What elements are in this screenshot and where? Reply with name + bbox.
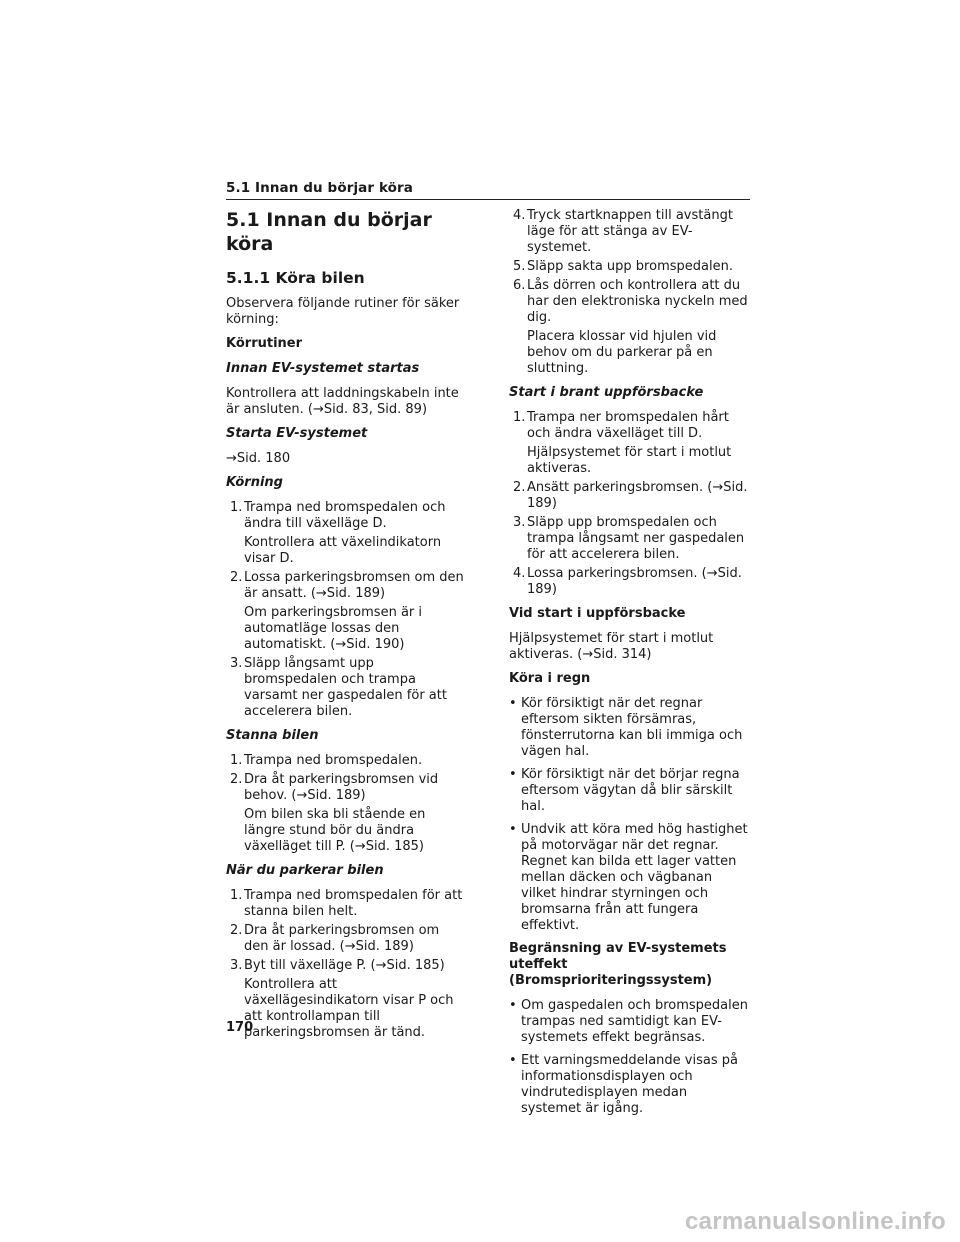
step-note: Kontrollera att växelindikatorn visar D. xyxy=(244,535,442,566)
driving-steps xyxy=(226,500,466,720)
bullet-icon: • xyxy=(509,1053,517,1068)
step-text: Släpp upp bromspedalen och trampa långsamt ner gaspedalen för att accelerera bilen. xyxy=(527,515,745,562)
step-number: 2. xyxy=(230,923,243,938)
list-item xyxy=(226,500,466,567)
list-item xyxy=(226,923,466,955)
page-number: 170 xyxy=(226,1020,254,1035)
step-text: Byt till växelläge P. (→Sid. 185) xyxy=(244,958,445,973)
start-ev-heading: Starta EV-systemet xyxy=(226,426,368,441)
step-text: Ansätt parkeringsbromsen. (→Sid. 189) xyxy=(527,480,748,511)
left-column xyxy=(226,208,466,1049)
step-text: Tryck startknappen till avstängt läge för att stänga av EV-systemet. xyxy=(527,208,733,255)
list-item xyxy=(226,772,466,855)
watermark: carmanualsonline.info xyxy=(684,1208,946,1235)
step-number: 3. xyxy=(513,515,526,530)
before-start-heading: Innan EV-systemet startas xyxy=(226,361,420,376)
bullet-text: Kör försiktigt när det börjar regna eftersom vägytan då blir särskilt hal. xyxy=(521,767,740,814)
step-text: Trampa ner bromspedalen hårt och ändra växelläget till D. xyxy=(527,410,729,441)
list-item xyxy=(509,259,749,275)
step-text: Lossa parkeringsbromsen. (→Sid. 189) xyxy=(527,566,742,597)
output-limit-heading: Begränsning av EV-systemets uteffekt (Bromsprioriteringssystem) xyxy=(509,941,727,988)
step-text: Dra åt parkeringsbromsen vid behov. (→Sid. 189) xyxy=(244,772,439,803)
list-item xyxy=(509,767,749,815)
stop-steps xyxy=(226,753,466,855)
step-number: 6. xyxy=(513,278,526,293)
list-item xyxy=(509,515,749,563)
list-item xyxy=(226,570,466,653)
bullet-text: Kör försiktigt när det regnar eftersom sikten försämras, fönsterrutorna kan bli immiga och vägen hal. xyxy=(521,696,743,759)
right-column xyxy=(509,208,749,1124)
step-text: Släpp långsamt upp bromspedalen och trampa varsamt ner gaspedalen för att accelerera bilen. xyxy=(244,656,447,719)
list-item xyxy=(509,410,749,477)
step-text: Släpp sakta upp bromspedalen. xyxy=(527,259,733,274)
step-number: 4. xyxy=(513,208,526,223)
step-number: 2. xyxy=(230,570,243,585)
list-item xyxy=(509,1053,749,1117)
step-note: Om bilen ska bli stående en längre stund bör du ändra växelläget till P. (→Sid. 185) xyxy=(244,807,426,854)
subsection-heading: 5.1.1 Köra bilen xyxy=(226,269,365,287)
list-item xyxy=(509,566,749,598)
hill-start-steps xyxy=(509,410,749,598)
list-item xyxy=(509,278,749,377)
driving-heading: Körning xyxy=(226,475,283,490)
list-item xyxy=(509,998,749,1046)
before-start-text: Kontrollera att laddningskabeln inte är ansluten. (→Sid. 83, Sid. 89) xyxy=(226,386,459,417)
list-item xyxy=(509,208,749,256)
step-note: Hjälpsystemet för start i motlut aktiveras. xyxy=(527,445,732,476)
bullet-text: Undvik att köra med hög hastighet på motorvägar när det regnar. Regnet kan bilda ett lager vatten mellan däcken och vägbanan vilket hindrar styrningen och bromsarna från att fungera effektivt. xyxy=(521,822,748,933)
uphill-start-text: Hjälpsystemet för start i motlut aktiveras. (→Sid. 314) xyxy=(509,631,714,662)
step-note: Placera klossar vid hjulen vid behov om du parkerar på en sluttning. xyxy=(527,329,717,376)
parking-steps-continued xyxy=(509,208,749,377)
stop-heading: Stanna bilen xyxy=(226,728,319,743)
step-number: 1. xyxy=(513,410,526,425)
header-divider xyxy=(226,199,750,200)
list-item xyxy=(509,822,749,934)
intro-paragraph: Observera följande rutiner för säker körning: xyxy=(226,296,460,327)
parking-steps xyxy=(226,888,466,1041)
running-header: 5.1 Innan du börjar köra xyxy=(226,180,414,196)
step-number: 2. xyxy=(230,772,243,787)
output-limit-bullets xyxy=(509,998,749,1117)
list-item xyxy=(509,696,749,760)
parking-heading: När du parkerar bilen xyxy=(226,863,384,878)
list-item xyxy=(226,656,466,720)
step-number: 3. xyxy=(230,656,243,671)
list-item xyxy=(226,753,466,769)
step-number: 1. xyxy=(230,888,243,903)
step-text: Trampa ned bromspedalen. xyxy=(244,753,423,768)
rain-bullets xyxy=(509,696,749,934)
step-number: 1. xyxy=(230,753,243,768)
step-number: 2. xyxy=(513,480,526,495)
bullet-icon: • xyxy=(509,822,517,837)
start-ev-link[interactable]: →Sid. 180 xyxy=(226,451,291,466)
bullet-icon: • xyxy=(509,767,517,782)
step-number: 4. xyxy=(513,566,526,581)
step-text: Lossa parkeringsbromsen om den är ansatt. (→Sid. 189) xyxy=(244,570,464,601)
step-text: Trampa ned bromspedalen och ändra till växelläge D. xyxy=(244,500,446,531)
step-text: Lås dörren och kontrollera att du har den elektroniska nyckeln med dig. xyxy=(527,278,748,325)
bullet-text: Om gaspedalen och bromspedalen trampas ned samtidigt kan EV-systemets effekt begränsas. xyxy=(521,998,748,1045)
list-item xyxy=(226,888,466,920)
list-item xyxy=(226,958,466,1041)
step-note: Kontrollera att växellägesindikatorn visar P och att kontrollampan till parkeringsbromsen är tänd. xyxy=(244,977,454,1040)
section-heading: 5.1 Innan du börjar köra xyxy=(226,209,432,255)
hill-start-heading: Start i brant uppförsbacke xyxy=(509,385,704,400)
list-item xyxy=(509,480,749,512)
rain-heading: Köra i regn xyxy=(509,671,591,686)
uphill-start-heading: Vid start i uppförsbacke xyxy=(509,606,686,621)
korrutiner-heading: Körrutiner xyxy=(226,336,303,351)
step-text: Dra åt parkeringsbromsen om den är lossad. (→Sid. 189) xyxy=(244,923,440,954)
bullet-icon: • xyxy=(509,998,517,1013)
step-number: 5. xyxy=(513,259,526,274)
step-number: 1. xyxy=(230,500,243,515)
step-text: Trampa ned bromspedalen för att stanna bilen helt. xyxy=(244,888,463,919)
step-number: 3. xyxy=(230,958,243,973)
bullet-icon: • xyxy=(509,696,517,711)
bullet-text: Ett varningsmeddelande visas på informationsdisplayen och vindrutedisplayen medan systemet är igång. xyxy=(521,1053,738,1116)
step-note: Om parkeringsbromsen är i automatläge lossas den automatiskt. (→Sid. 190) xyxy=(244,605,423,652)
